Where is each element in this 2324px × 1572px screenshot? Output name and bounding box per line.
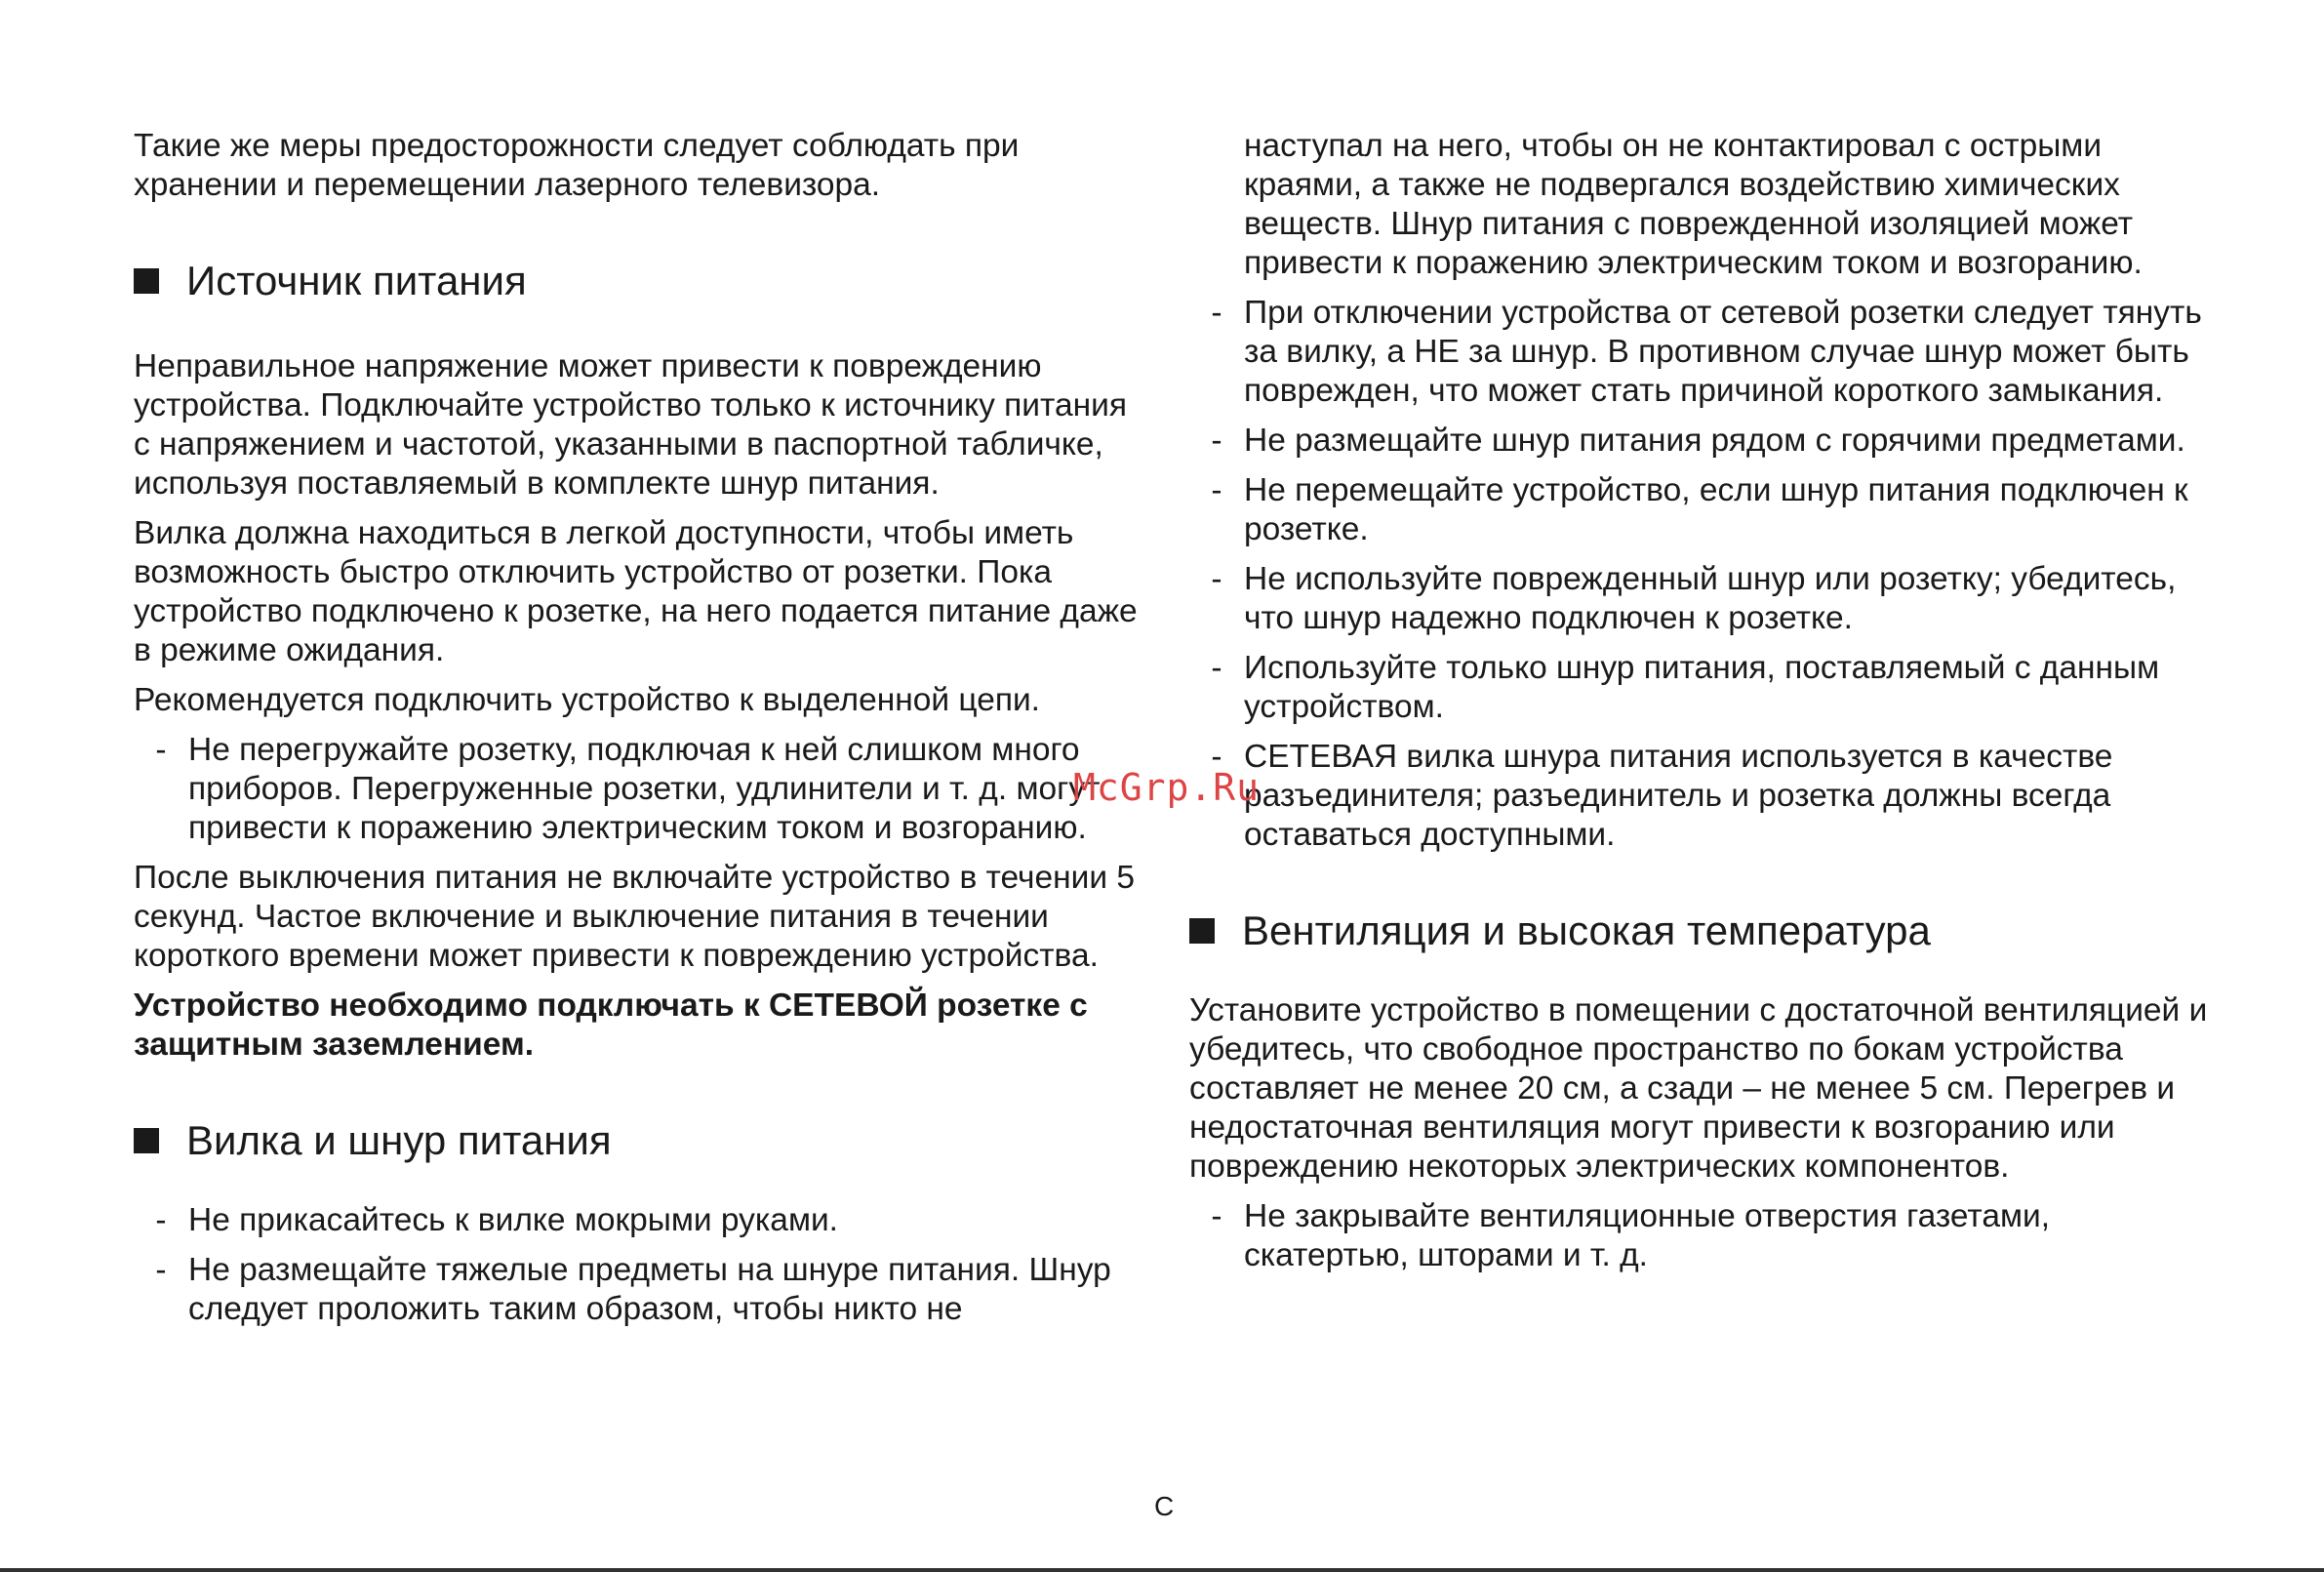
paragraph: После выключения питания не включайте устройство в течении 5 секунд. Частое включение и выключение питания в течении короткого времени может привести к повреждению устройства. bbox=[134, 860, 1135, 974]
bottom-divider bbox=[0, 1568, 2324, 1572]
bullet-dash: - bbox=[155, 1202, 167, 1238]
list-item-text: СЕТЕВАЯ вилка шнура питания используется в качестве разъединителя; разъединитель и розетка должны всегда оставаться доступными. bbox=[1244, 739, 2113, 853]
list-item-continuation bbox=[1189, 127, 2209, 283]
square-bullet-icon bbox=[134, 1128, 159, 1153]
intro-paragraph: Такие же меры предосторожности следует соблюдать при хранении и перемещении лазерного телевизора. bbox=[134, 128, 1020, 203]
bullet-dash: - bbox=[1211, 739, 1222, 775]
bullet-dash: - bbox=[1211, 423, 1222, 459]
list-item bbox=[134, 1201, 1148, 1240]
list-item-text: Не размещайте шнур питания рядом с горячими предметами. bbox=[1244, 423, 2185, 459]
bullet-dash: - bbox=[1211, 650, 1222, 686]
heading-text: Источник питания bbox=[186, 258, 527, 303]
bullet-dash: - bbox=[1211, 561, 1222, 597]
list-item-text: Не размещайте тяжелые предметы на шнуре питания. Шнур следует проложить таким образом, чтобы никто не bbox=[188, 1252, 1111, 1327]
list-item-text: Используйте только шнур питания, поставляемый с данным устройством. bbox=[1244, 650, 2160, 725]
paragraph: Установите устройство в помещении с достаточной вентиляцией и убедитесь, что свободное пространство по бокам устройства составляет не менее 20 см, а сзади – не менее 5 см. Перегрев и недостаточная вентиляция могут привести к возгоранию или повреждению некоторых электрических компонентов. bbox=[1189, 992, 2208, 1185]
bullet-dash: - bbox=[155, 1252, 167, 1288]
heading-text: Вилка и шнур питания bbox=[186, 1117, 612, 1163]
list-item bbox=[134, 1251, 1148, 1329]
paragraph: Неправильное напряжение может привести к повреждению устройства. Подключайте устройство только к источнику питания с напряжением и частотой, указанными в паспортной табличке, используя поставляемый в комплекте шнур питания. bbox=[134, 348, 1127, 502]
list-item-text: Не закрывайте вентиляционные отверстия газетами, скатертью, шторами и т. д. bbox=[1244, 1198, 2051, 1273]
list-item bbox=[134, 731, 1148, 848]
section-heading-power-source bbox=[134, 256, 1148, 306]
bullet-dash: - bbox=[1211, 472, 1222, 508]
bullet-dash: - bbox=[1211, 295, 1222, 331]
list-item-text: При отключении устройства от сетевой розетки следует тянуть за вилку, а НЕ за шнур. В противном случае шнур может быть поврежден, что может стать причиной короткого замыкания. bbox=[1244, 295, 2202, 409]
list-item-text: Не перегружайте розетку, подключая к ней слишком много приборов. Перегруженные розетки, удлинители и т. д. могут привести к поражению электрическим током и возгоранию. bbox=[188, 732, 1101, 846]
list-item bbox=[1189, 471, 2209, 549]
watermark: McGrp.Ru bbox=[1073, 766, 1261, 809]
left-column bbox=[134, 127, 1148, 1329]
list-item-text: Не прикасайтесь к вилке мокрыми руками. bbox=[188, 1202, 838, 1238]
bullet-dash: - bbox=[1211, 1198, 1222, 1234]
square-bullet-icon bbox=[134, 268, 159, 294]
right-column bbox=[1189, 127, 2209, 1275]
list-item-text: Не используйте поврежденный шнур или розетку; убедитесь, что шнур надежно подключен к розетке. bbox=[1244, 561, 2177, 636]
list-item bbox=[1189, 422, 2209, 461]
section-heading-plug-cord bbox=[134, 1115, 1148, 1166]
paragraph: Рекомендуется подключить устройство к выделенной цепи. bbox=[134, 682, 1040, 718]
list-item-text: наступал на него, чтобы он не контактировал с острыми краями, а также не подвергался воздействию химических веществ. Шнур питания с поврежденной изоляцией может привести к поражению электрическим током и возгоранию. bbox=[1244, 128, 2143, 281]
paragraph: Вилка должна находиться в легкой доступности, чтобы иметь возможность быстро отключить устройство от розетки. Пока устройство подключено к розетке, на него подается питание даже в режиме ожидания. bbox=[134, 515, 1138, 668]
heading-text: Вентиляция и высокая температура bbox=[1242, 907, 1931, 953]
square-bullet-icon bbox=[1189, 918, 1215, 944]
list-item bbox=[1189, 649, 2209, 727]
bold-warning-paragraph: Устройство необходимо подключать к СЕТЕВОЙ розетке с защитным заземлением. bbox=[134, 988, 1088, 1063]
bullet-dash: - bbox=[155, 732, 167, 768]
list-item-text: Не перемещайте устройство, если шнур питания подключен к розетке. bbox=[1244, 472, 2188, 547]
list-item bbox=[1189, 738, 2209, 855]
page-number: C bbox=[1154, 1491, 1175, 1521]
list-item bbox=[1189, 560, 2209, 638]
list-item bbox=[1189, 294, 2209, 411]
list-item bbox=[1189, 1197, 2209, 1275]
section-heading-ventilation bbox=[1189, 906, 2209, 956]
